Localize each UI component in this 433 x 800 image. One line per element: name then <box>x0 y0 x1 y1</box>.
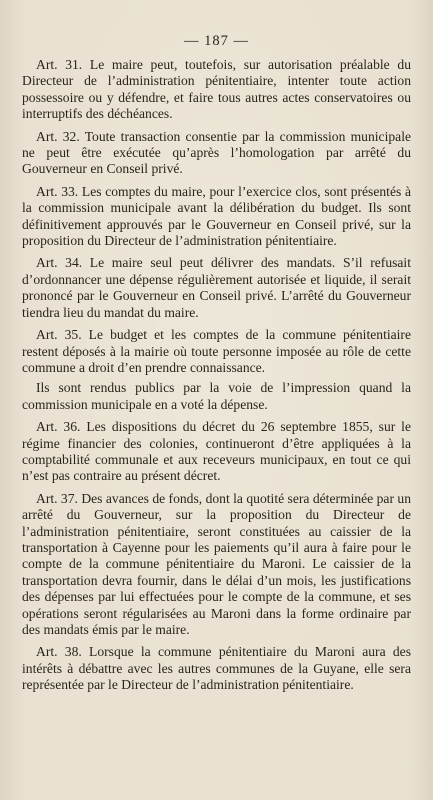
article-38: Art. 38. Lorsque la commune pénitentiaire du Maroni aura des intérêts à débattre avec les autres communes de la Guyane, elle sera représentée par le Directeur de l’administration pénitentiaire. <box>22 644 411 693</box>
article-31: Art. 31. Le maire peut, toutefois, sur autorisation préalable du Directeur de l’administration pénitentiaire, intenter toute action possessoire ou y défendre, et faire tous autres actes conservatoires ou interruptifs des déchéances. <box>22 57 411 122</box>
article-35-continuation: Ils sont rendus publics par la voie de l’impression quand la commission municipale en a voté la dépense. <box>22 380 411 412</box>
article-36: Art. 36. Les dispositions du décret du 26 septembre 1855, sur le régime financier des colonies, continueront d’être appliquées à la comptabilité communale et aux receveurs municipaux, en tout ce qui n’est pas contraire au présent décret. <box>22 419 411 484</box>
article-33: Art. 33. Les comptes du maire, pour l’exercice clos, sont présentés à la commission municipale avant la délibération du budget. Ils sont définitivement approuvés par le Gouverneur en Conseil privé, sur la proposition du Directeur de l’administration pénitentiaire. <box>22 183 411 249</box>
page-number: — 187 — <box>184 33 249 49</box>
article-32: Art. 32. Toute transaction consentie par la commission municipale ne peut être exécutée qu’après l’homologation par arrêté du Gouverneur en Conseil privé. <box>22 128 411 177</box>
article-35: Art. 35. Le budget et les comptes de la commune pénitentiaire restent déposés à la mairie où toute personne imposée au rôle de cette commune a droit d’en prendre connaissance. <box>22 327 411 375</box>
article-37: Art. 37. Des avances de fonds, dont la quotité sera déterminée par un arrêté du Gouverneur, sur la proposition du Directeur de l’administration pénitentiaire, seront constituées au caissier de la transportation à Cayenne pour les paiements qu’il aura à faire pour le compte de la commune pénitentiaire du Maroni. Le caissier de la transportation devra fournir, dans le délai d’un mois, les justifications des dépenses par lui effectuées pour le compte de la commune, et ses opérations seront régularisées au Maroni dans la forme ordinaire par des mandats émis par le maire. <box>22 490 411 637</box>
article-34: Art. 34. Le maire seul peut délivrer des mandats. S’il refusait d’ordonnancer une dépense régulièrement autorisée et liquide, il serait prononcé par le Gouverneur en Conseil privé. L’arrêté du Gouverneur tiendra lieu du mandat du maire. <box>22 255 411 320</box>
